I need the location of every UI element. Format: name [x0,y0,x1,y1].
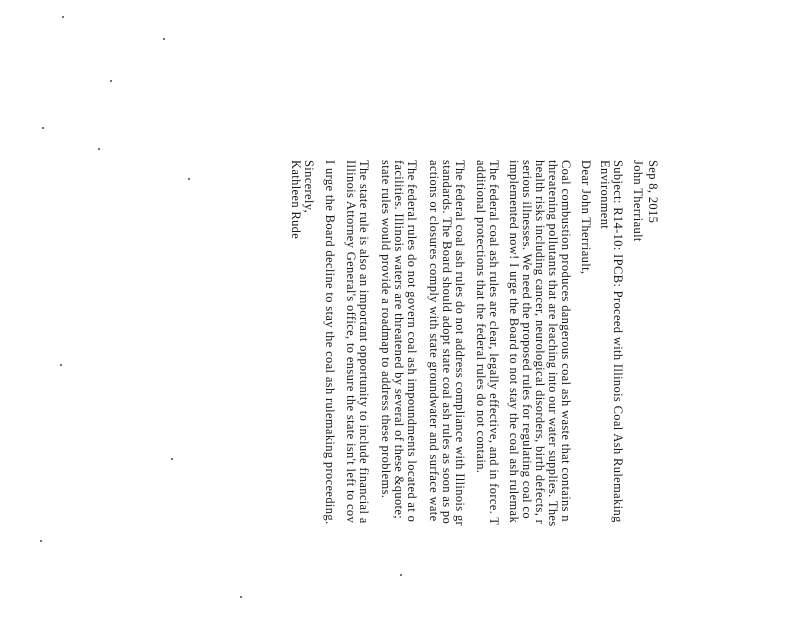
letter-recipient: John Therriault [631,160,645,242]
body-paragraph-4-line: facilities. Illinois waters are threatened by several of these &quote; [392,160,406,520]
letter-subject: Subject: R14-10: IPCB: Proceed with Illinois Coal Ash Rulemaking [611,160,625,523]
body-paragraph-4-line: The federal rules do not govern coal ash impoundments located at o [405,160,419,523]
body-paragraph-1-line: implemented now! I urge the Board to not stay the coal ash rulemak [507,160,521,524]
scan-speck [60,364,62,366]
letter-date: Sep 8, 2015 [646,160,660,224]
body-paragraph-2-line: additional protections that the federal rules do not contain. [474,160,488,474]
body-paragraph-1-line: Coal combustion produces dangerous coal ash waste that contains n [559,160,573,522]
body-paragraph-3-line: The federal coal ash rules do not address compliance with Illinois gr [453,160,467,527]
body-paragraph-3-line: actions or closures comply with state groundwater and surface wate [427,160,441,522]
scan-speck [40,540,42,542]
scan-speck [400,574,402,576]
body-paragraph-3-line: standards. The Board should adopt state coal ash rules as soon as po [440,160,454,525]
scan-speck [188,178,190,180]
scan-speck [110,80,112,82]
letter-salutation: Dear John Therriault, [579,160,593,275]
scan-speck [240,596,242,598]
letter-subject-continued: Environment [598,160,612,230]
scan-speck [171,458,173,460]
body-paragraph-1-line: serious illnesses. We need the proposed rules for regulating coal co [520,160,534,519]
scan-speck [98,148,100,150]
body-paragraph-5-line: Illinois Attorney General's office, to ensure the state isn't left to cov [344,160,358,524]
letter-signoff: Sincerely, [302,160,316,214]
scan-speck [62,16,64,18]
body-paragraph-1-line: health risks including cancer, neurological disorders, birth defects, r [533,160,547,525]
scan-speck [163,38,165,40]
body-paragraph-4-line: state rules would provide a roadmap to address these problems. [379,160,393,499]
scan-speck [42,127,44,129]
body-paragraph-1-line: threatening pollutants that are leaching into our water supplies. Thes [546,160,560,527]
body-paragraph-5-line: The state rule is also an important opportunity to include financial a [357,160,371,524]
closing-request: I urge the Board decline to stay the coal ash rulemaking proceeding. [323,160,337,525]
signature-name: Kathleen Rude [289,160,303,240]
body-paragraph-2-line: The federal coal ash rules are clear, legally effective, and in force. T [487,160,501,526]
